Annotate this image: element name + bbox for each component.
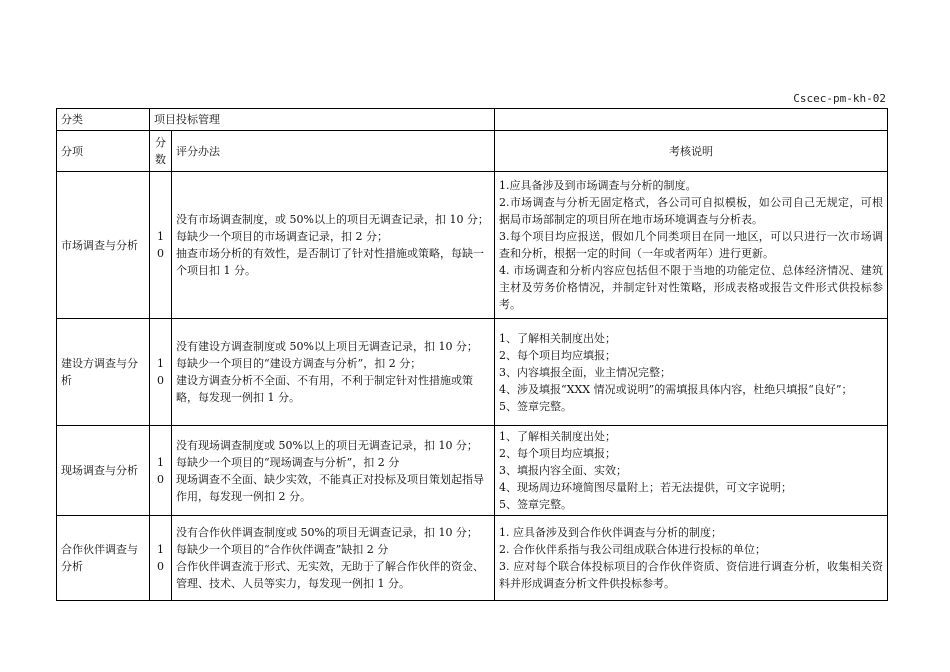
column-header-row: [57, 131, 888, 172]
method-cell: [172, 319, 495, 426]
method-line: 现场调查不全面、缺少实效，不能真正对投标及项目策划起指导作用，每发现一例扣 2 分。: [176, 472, 484, 503]
note-line: 1. 应具备涉及到合作伙伴调查与分析的制度；: [499, 526, 722, 539]
method-cell: [172, 426, 495, 516]
note-line: 3、内容填报全面，业主情况完整；: [499, 365, 671, 379]
category-empty-cell: [495, 109, 888, 131]
note-cell: [495, 319, 888, 426]
table-row: [57, 319, 888, 426]
note-cell: [495, 172, 888, 319]
method-line: 每缺少一个项目的市场调查记录，扣 2 分；: [176, 230, 388, 243]
header-note: 考核说明: [495, 131, 888, 172]
score-cell: 10: [150, 516, 172, 601]
document-code: Cscec-pm-kh-02: [793, 92, 886, 105]
note-line: 2.市场调查与分析无固定格式，各公司可自拟模板，如公司自己无规定，可根据局市场部制定的项目所在地市场环境调查与分析表。: [499, 196, 883, 226]
subitem-cell: 市场调查与分析: [57, 172, 150, 319]
note-line: 5、签章完整。: [499, 399, 572, 413]
method-cell: [172, 516, 495, 601]
note-line: 4、现场周边环境简图尽量附上；若无法提供，可文字说明；: [499, 481, 792, 494]
method-line: 没有合作伙伴调查制度或 50%的项目无调查记录，扣 10 分；: [176, 526, 478, 539]
note-line: 2、每个项目均应填报；: [499, 348, 616, 362]
note-line: 1、了解相关制度出处；: [499, 331, 616, 345]
method-line: 每缺少一个项目的“建设方调查与分析”，扣 2 分；: [176, 357, 422, 370]
header-score: 分数: [150, 131, 172, 172]
note-line: 4、涉及填报“XXX 情况或说明”的需填报具体内容，杜绝只填报“良好”；: [499, 382, 853, 396]
note-line: 5、签章完整。: [499, 498, 572, 511]
note-line: 2. 合作伙伴系指与我公司组成联合体进行投标的单位；: [499, 543, 766, 556]
note-line: 2、每个项目均应填报；: [499, 447, 616, 460]
note-line: 3、填报内容全面、实效；: [499, 464, 627, 477]
scoring-table: [56, 108, 888, 601]
score-cell: 10: [150, 172, 172, 319]
category-value: 项目投标管理: [150, 109, 495, 131]
subitem-cell: 现场调查与分析: [57, 426, 150, 516]
table-row: [57, 426, 888, 516]
table-row: [57, 172, 888, 319]
method-line: 抽查市场分析的有效性，是否制订了针对性措施或策略，每缺一个项目扣 1 分。: [176, 247, 484, 277]
method-line: 每缺少一个项目的“现场调查与分析”，扣 2 分: [176, 455, 400, 469]
score-cell: 10: [150, 426, 172, 516]
method-line: 建设方调查分析不全面、不有用，不利于制定针对性措施或策略，每发现一例扣 1 分。: [176, 374, 473, 404]
note-line: 1.应具备涉及到市场调查与分析的制度。: [499, 179, 697, 192]
note-line: 4. 市场调查和分析内容应包括但不限于当地的功能定位、总体经济情况、建筑主材及劳务价格情况，并制定针对性策略，形成表格或报告文件形式供投标参考。: [499, 264, 883, 311]
header-method: 评分办法: [172, 131, 495, 172]
header-subitem: 分项: [57, 131, 150, 172]
method-line: 没有建设方调查制度或 50%以上项目无调查记录，扣 10 分；: [176, 340, 478, 353]
table-row: [57, 516, 888, 601]
method-cell: [172, 172, 495, 319]
note-cell: [495, 426, 888, 516]
note-cell: [495, 516, 888, 601]
note-line: 3.每个项目均应报送，假如几个同类项目在同一地区，可以只进行一次市场调查和分析，根据一定的时间（一年或者两年）进行更新。: [499, 230, 883, 260]
note-line: 1、了解相关制度出处；: [499, 430, 616, 443]
method-line: 没有现场调查制度或 50%以上的项目无调查记录，扣 10 分；: [176, 438, 478, 452]
score-cell: 10: [150, 319, 172, 426]
note-line: 3. 应对每个联合体投标项目的合作伙伴资质、资信进行调查分析，收集相关资料并形成调查分析文件供投标参考。: [499, 560, 883, 590]
method-line: 每缺少一个项目的“合作伙伴调查”缺扣 2 分: [176, 543, 389, 556]
subitem-cell: 合作伙伴调查与分析: [57, 516, 150, 601]
method-line: 合作伙伴调查流于形式、无实效，无助于了解合作伙伴的资金、管理、技术、人员等实力，每发现一例扣 1 分。: [176, 560, 484, 590]
method-line: 没有市场调查制度，或 50%以上的项目无调查记录，扣 10 分；: [176, 213, 489, 226]
category-label: 分类: [57, 109, 150, 131]
subitem-cell: 建设方调查与分析: [57, 319, 150, 426]
category-row: [57, 109, 888, 131]
